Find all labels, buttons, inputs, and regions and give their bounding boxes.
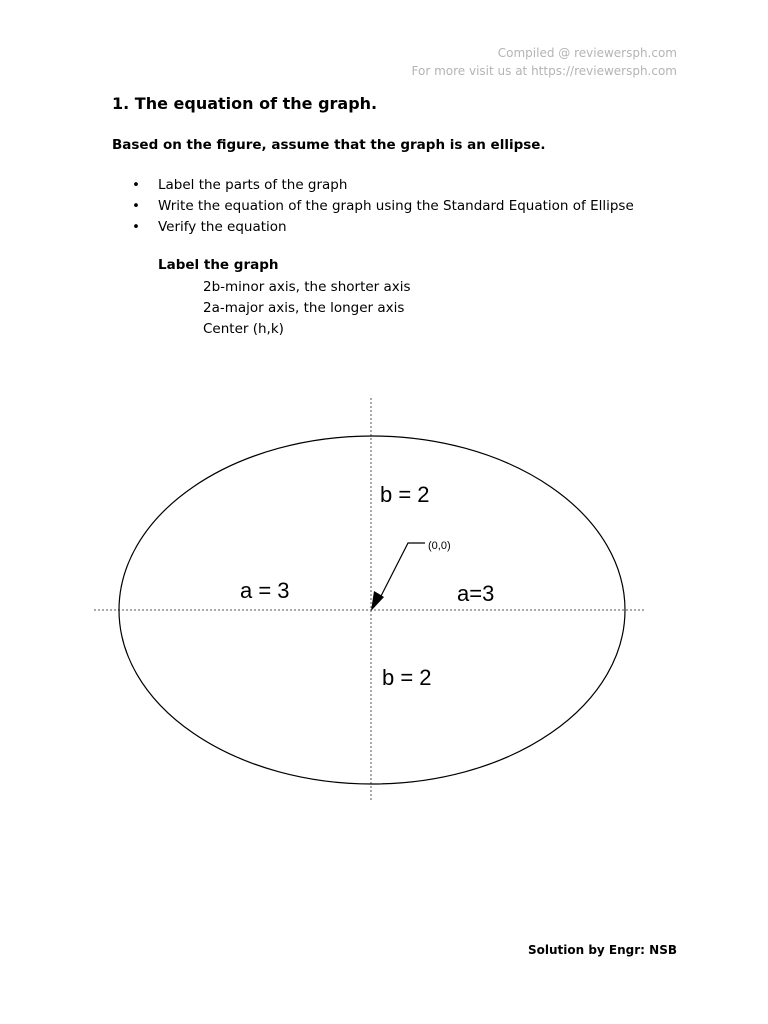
a-left-label: a = 3	[240, 578, 290, 603]
visit-note: For more visit us at https://reviewersph.com	[411, 64, 677, 78]
task-text: Write the equation of the graph using the Standard Equation of Ellipse	[158, 198, 634, 214]
major-axis-label: 2a-major axis, the longer axis	[203, 300, 405, 316]
center-point-label: (0,0)	[428, 540, 451, 552]
bullet-icon: •	[132, 177, 140, 193]
solution-credit: Solution by Engr: NSB	[527, 943, 677, 957]
center-leader-line	[380, 543, 425, 598]
task-text: Label the parts of the graph	[158, 177, 348, 193]
problem-instruction: Based on the figure, assume that the graph is an ellipse.	[112, 137, 546, 153]
a-right-label: a=3	[457, 581, 495, 606]
center-label: Center (h,k)	[203, 321, 284, 337]
task-text: Verify the equation	[158, 219, 287, 235]
b-bottom-label: b = 2	[382, 665, 432, 690]
compiled-note: Compiled @ reviewersph.com	[497, 46, 677, 60]
bullet-icon: •	[132, 198, 140, 214]
b-top-label: b = 2	[380, 482, 430, 507]
bullet-icon: •	[132, 219, 140, 235]
label-heading: Label the graph	[158, 257, 279, 273]
minor-axis-label: 2b-minor axis, the shorter axis	[203, 279, 411, 295]
problem-title: 1. The equation of the graph.	[112, 94, 378, 113]
